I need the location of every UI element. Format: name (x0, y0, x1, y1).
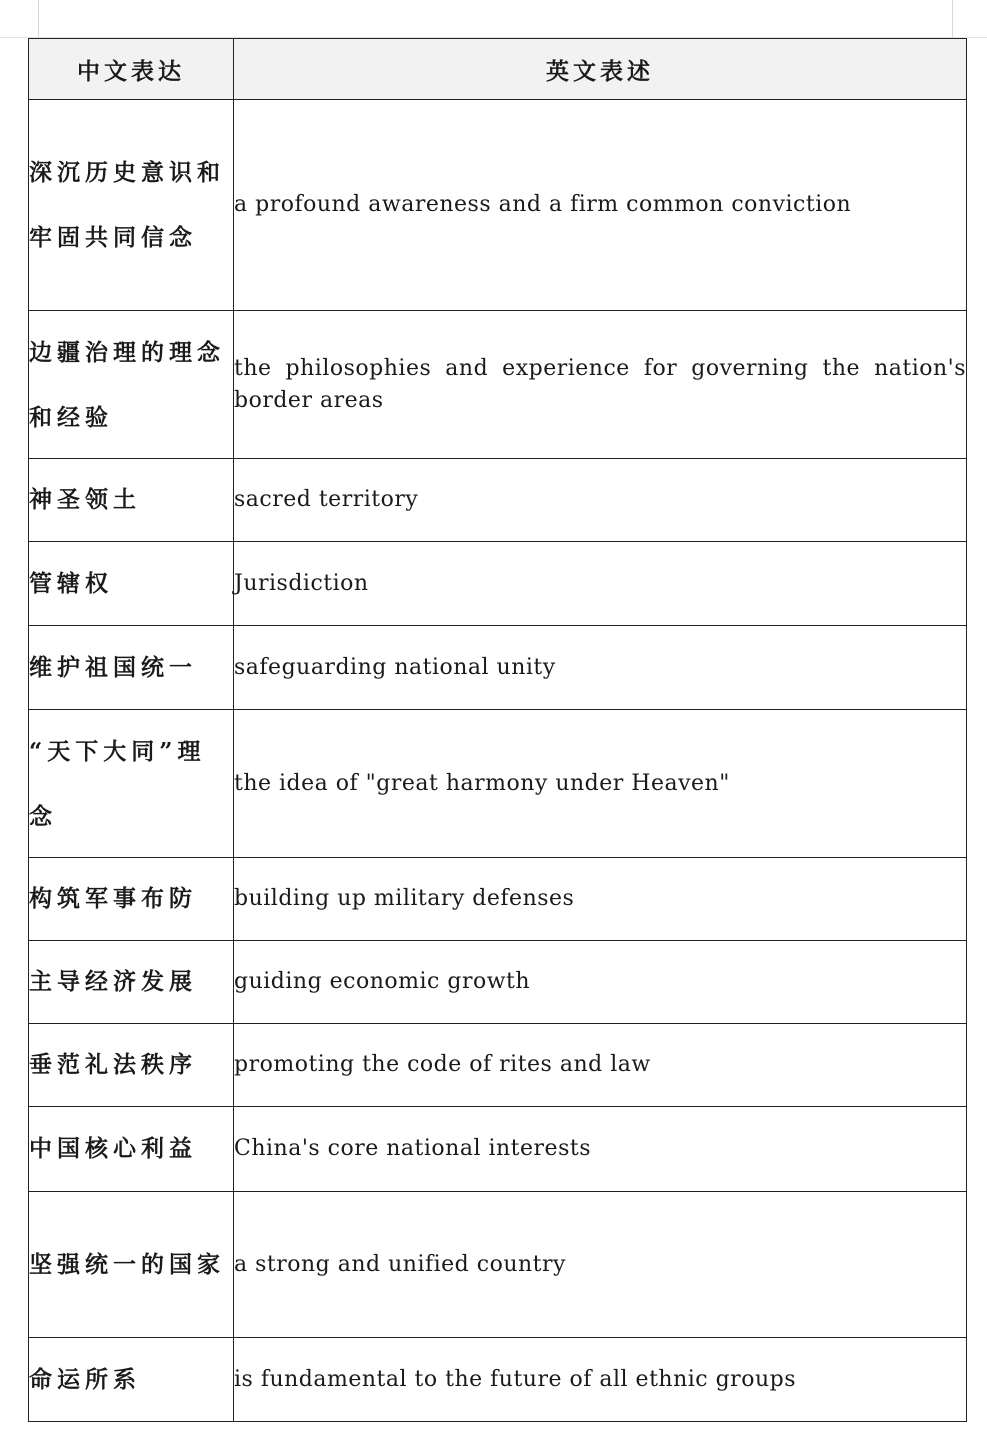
english-term: guiding economic growth (234, 941, 967, 1024)
chinese-term: 坚强统一的国家 (29, 1192, 234, 1338)
chinese-term: 构筑军事布防 (29, 858, 234, 941)
english-term: the philosophies and experience for governing the nation's border areas (234, 311, 967, 459)
chinese-term: 中国核心利益 (29, 1107, 234, 1192)
page-corner-mark-right (952, 0, 987, 38)
table-row (29, 1192, 967, 1338)
table-row (29, 100, 967, 311)
chinese-term: 主导经济发展 (29, 941, 234, 1024)
table-row (29, 858, 967, 941)
table-row (29, 542, 967, 626)
glossary-table (28, 38, 967, 1422)
table-row (29, 1107, 967, 1192)
table-row (29, 311, 967, 459)
english-term: safeguarding national unity (234, 626, 967, 710)
header-english: 英文表述 (234, 39, 967, 100)
english-term: promoting the code of rites and law (234, 1024, 967, 1107)
table-row (29, 1338, 967, 1422)
english-term: a profound awareness and a firm common conviction (234, 100, 967, 311)
english-term: Jurisdiction (234, 542, 967, 626)
english-term: building up military defenses (234, 858, 967, 941)
chinese-term: “天下大同”理念 (29, 710, 234, 858)
english-term: is fundamental to the future of all ethnic groups (234, 1338, 967, 1422)
table-row (29, 626, 967, 710)
english-term: a strong and unified country (234, 1192, 967, 1338)
chinese-term: 垂范礼法秩序 (29, 1024, 234, 1107)
chinese-term: 神圣领土 (29, 459, 234, 542)
chinese-term: 管辖权 (29, 542, 234, 626)
chinese-term: 维护祖国统一 (29, 626, 234, 710)
table-row (29, 459, 967, 542)
english-term: China's core national interests (234, 1107, 967, 1192)
chinese-term: 边疆治理的理念和经验 (29, 311, 234, 459)
table-row (29, 1024, 967, 1107)
chinese-term: 深沉历史意识和牢固共同信念 (29, 100, 234, 311)
header-chinese: 中文表达 (29, 39, 234, 100)
chinese-term: 命运所系 (29, 1338, 234, 1422)
page-corner-mark-left (0, 0, 39, 38)
english-term: the idea of "great harmony under Heaven" (234, 710, 967, 858)
table-row (29, 710, 967, 858)
english-term: sacred territory (234, 459, 967, 542)
header-row (29, 39, 967, 100)
table-row (29, 941, 967, 1024)
